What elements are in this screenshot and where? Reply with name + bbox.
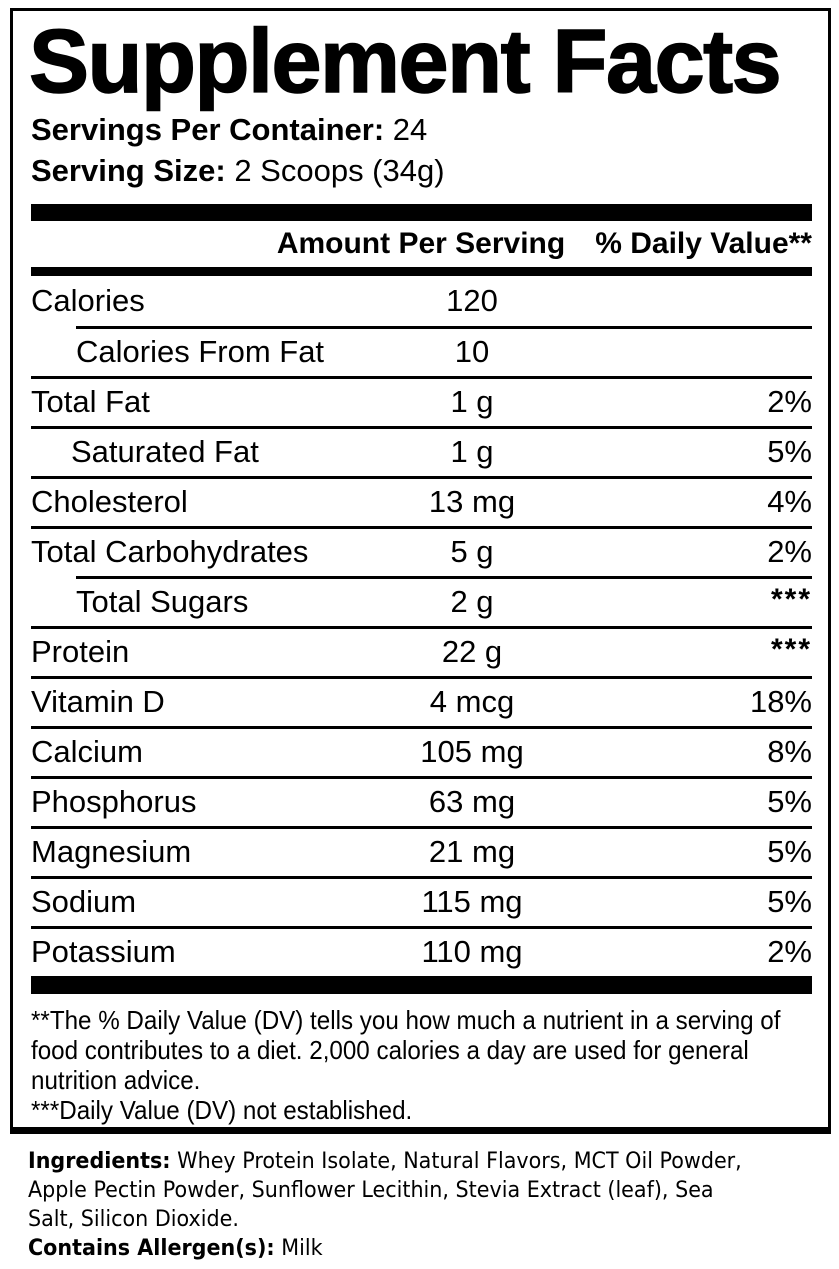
allergen-value: Milk: [281, 1236, 323, 1261]
nutrient-row: [31, 526, 812, 576]
nutrient-row: [31, 276, 812, 326]
servings-per-container-line: [31, 109, 812, 150]
divider-bar-header: [31, 267, 812, 276]
table-header-row: [31, 221, 812, 267]
nutrient-row: [76, 576, 812, 626]
nutrient-daily-value: 5%: [767, 434, 812, 470]
nutrient-name: Cholesterol: [31, 484, 188, 520]
nutrient-row: [31, 426, 812, 476]
nutrient-daily-value: 5%: [767, 784, 812, 820]
nutrient-row: [31, 826, 812, 876]
nutrient-row: [31, 676, 812, 726]
nutrient-amount: 105 mg: [420, 734, 524, 770]
nutrient-daily-value: 5%: [767, 884, 812, 920]
nutrient-daily-value: 5%: [767, 834, 812, 870]
supplement-facts-panel: [10, 8, 831, 1134]
nutrient-name: Total Sugars: [76, 584, 249, 620]
nutrient-row: [31, 926, 812, 976]
nutrient-name: Calories From Fat: [76, 334, 325, 370]
nutrient-name: Magnesium: [31, 834, 192, 870]
nutrient-name: Protein: [31, 634, 130, 670]
nutrient-daily-value: 4%: [767, 484, 812, 520]
nutrient-name: Vitamin D: [31, 684, 165, 720]
serving-size-value: 2 Scoops (34g): [234, 152, 445, 188]
ingredients-section: [28, 1147, 785, 1263]
nutrient-amount: 5 g: [450, 534, 494, 570]
nutrient-amount: 110 mg: [421, 934, 523, 970]
nutrient-name: Total Fat: [31, 384, 150, 420]
nutrient-name: Saturated Fat: [71, 434, 259, 470]
nutrient-name: Potassium: [31, 934, 176, 970]
amount-per-serving-header: Amount Per Serving: [276, 226, 566, 260]
serving-size-line: [31, 150, 812, 191]
ingredients-line: Apple Pectin Powder, Sunflower Lecithin, Stevia Extract (leaf), Sea: [28, 1178, 714, 1203]
nutrient-daily-value: ***: [770, 632, 812, 666]
nutrient-name: Sodium: [31, 884, 137, 920]
nutrient-amount: 22 g: [441, 634, 503, 670]
ingredients-label: Ingredients:: [28, 1149, 171, 1174]
servings-per-container-label: Servings Per Container:: [31, 111, 385, 147]
panel-title: Supplement Facts: [29, 12, 781, 112]
nutrient-amount: 1 g: [450, 434, 494, 470]
nutrient-daily-value: ***: [770, 582, 812, 616]
nutrient-amount: 4 mcg: [429, 684, 515, 720]
nutrient-row: [31, 776, 812, 826]
allergen-label: Contains Allergen(s):: [28, 1236, 275, 1261]
nutrient-daily-value: 2%: [767, 384, 812, 420]
nutrient-name: Calcium: [31, 734, 143, 770]
nutrient-daily-value: 2%: [767, 934, 812, 970]
nutrient-daily-value: 2%: [767, 534, 812, 570]
nutrient-amount: 1 g: [450, 384, 494, 420]
nutrient-amount: 63 mg: [428, 784, 516, 820]
nutrient-daily-value: 8%: [767, 734, 812, 770]
footnote-line: nutrition advice.: [31, 1064, 201, 1095]
nutrient-row: [31, 726, 812, 776]
nutrient-amount: 2 g: [450, 584, 494, 620]
nutrient-daily-value: 18%: [749, 684, 812, 720]
nutrient-amount: 10: [454, 334, 490, 370]
nutrient-name: Calories: [31, 282, 145, 318]
divider-bar-bottom: [31, 976, 812, 994]
nutrient-row: [31, 376, 812, 426]
nutrient-amount: 115 mg: [421, 884, 523, 920]
servings-per-container-value: 24: [392, 111, 428, 147]
nutrient-row: [31, 876, 812, 926]
allergen-line: [28, 1234, 785, 1263]
nutrient-row: [76, 326, 812, 376]
ingredients-line: [28, 1147, 785, 1176]
daily-value-header: % Daily Value**: [595, 226, 812, 260]
nutrient-name: Total Carbohydrates: [31, 534, 309, 570]
footnote-line: ***Daily Value (DV) not established.: [31, 1094, 413, 1125]
nutrient-amount: 120: [446, 282, 498, 318]
footnote-line: **The % Daily Value (DV) tells you how much a nutrient in a serving of: [31, 1004, 781, 1035]
nutrient-name: Phosphorus: [31, 784, 197, 820]
serving-size-label: Serving Size:: [31, 152, 226, 188]
nutrient-row: [31, 626, 812, 676]
nutrient-amount: 21 mg: [428, 834, 516, 870]
ingredients-text: Whey Protein Isolate, Natural Flavors, MCT Oil Powder,: [177, 1149, 742, 1174]
footnote-line: food contributes to a diet. 2,000 calories a day are used for general: [31, 1034, 749, 1065]
daily-value-footnote: [31, 1004, 781, 1125]
nutrient-row: [31, 476, 812, 526]
ingredients-line: Salt, Silicon Dioxide.: [28, 1207, 239, 1232]
nutrient-table: [31, 276, 812, 976]
nutrient-amount: 13 mg: [428, 484, 516, 520]
divider-bar-top: [31, 204, 812, 221]
